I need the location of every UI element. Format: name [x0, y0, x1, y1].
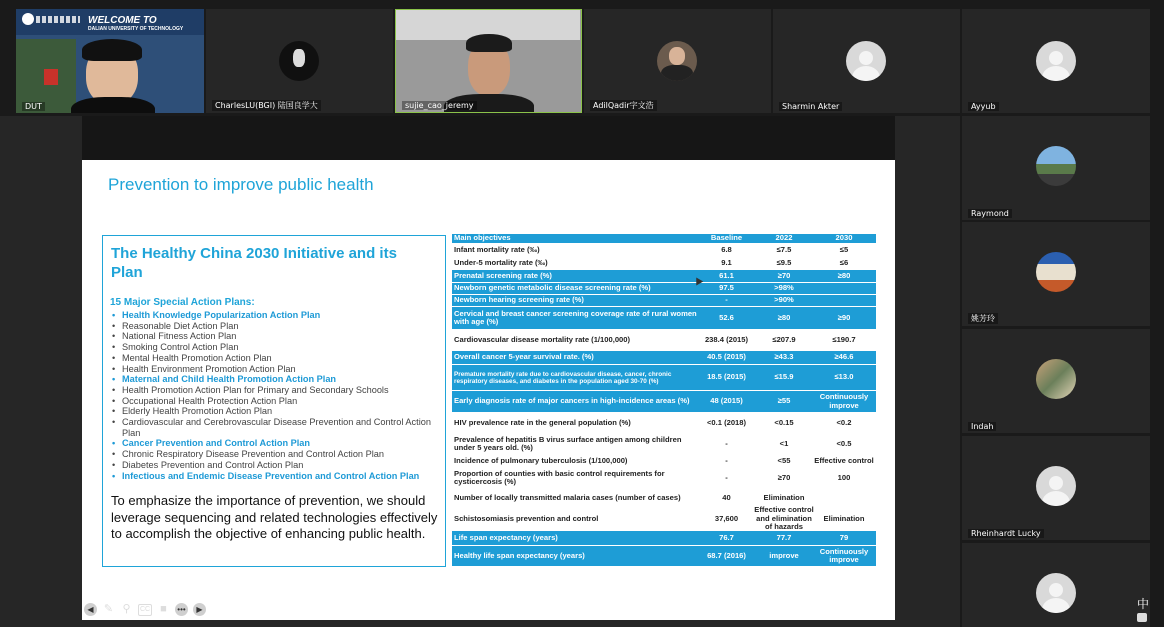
table-cell: <1: [779, 438, 789, 448]
video-tile-raymond[interactable]: [962, 116, 1150, 220]
table-cell: Premature mortality rate due to cardiovascular disease, cancer, chronic respiratory diseases, and diabetes in the population aged 30-70 (%): [454, 370, 672, 385]
table-cell: <0.5: [836, 438, 852, 448]
table-cell: ≥70: [777, 270, 791, 280]
table-cell: Continuously improve: [819, 392, 869, 410]
action-plan-item: • Health Promotion Action Plan for Primary and Secondary Schools: [107, 385, 439, 396]
table-cell: ≤13.0: [834, 372, 854, 382]
table-cell: ≥70: [777, 472, 791, 482]
table-row: [452, 413, 876, 433]
initiative-box: [102, 235, 446, 567]
table-cell: 97.5: [719, 283, 734, 293]
table-cell: Early diagnosis rate of major cancers in high-incidence areas (%): [454, 396, 690, 406]
video-tile-indah[interactable]: [962, 329, 1150, 433]
default-avatar: [846, 41, 886, 81]
action-plan-item: • Chronic Respiratory Disease Prevention and Control Action Plan: [107, 449, 439, 460]
table-cell: <0.2: [836, 417, 852, 427]
table-header-cell: Main objectives: [454, 233, 511, 243]
speaker-hair: [466, 34, 512, 52]
action-plan-item: • Health Knowledge Popularization Action Plan: [107, 310, 439, 321]
more-icon[interactable]: •••: [175, 603, 188, 616]
table-cell: ≤207.9: [772, 334, 796, 344]
table-row: [452, 391, 876, 412]
table-cell: 61.1: [719, 270, 734, 280]
table-cell: HIV prevalence rate in the general population (%): [454, 417, 631, 427]
table-cell: Newborn hearing screening rate (%): [454, 295, 584, 305]
forward-icon[interactable]: ▶: [193, 603, 206, 616]
video-tile-unnamed[interactable]: [962, 543, 1150, 627]
table-cell: 6.8: [721, 244, 732, 254]
participant-name: Raymond: [968, 209, 1012, 218]
table-cell: 238.4 (2015): [704, 334, 749, 344]
table-cell: Schistosomiasis prevention and control: [454, 513, 599, 523]
table-cell: Continuously improve: [819, 546, 869, 564]
table-row: [452, 307, 876, 329]
speaker-hair: [82, 39, 142, 61]
table-cell: Under-5 mortality rate (‰): [454, 257, 548, 267]
table-cell: Healthy life span expectancy (years): [454, 550, 585, 560]
table-cell: Proportion of counties with basic control requirements for cysticercosis (%): [454, 468, 665, 486]
table-header-row: [452, 234, 876, 243]
table-cell: ≥55: [777, 396, 791, 406]
table-cell: 40.5 (2015): [707, 352, 746, 362]
avatar: [1036, 359, 1076, 399]
table-cell: Infant mortality rate (‰): [454, 244, 540, 254]
video-tile-p8[interactable]: [962, 222, 1150, 326]
presentation-slide: [82, 160, 895, 620]
ime-indicator[interactable]: 中: [1137, 597, 1150, 611]
table-cell: Incidence of pulmonary tuberculosis (1/100,000): [454, 455, 628, 465]
participant-name: DUT: [22, 102, 45, 111]
video-tile-charles[interactable]: [206, 9, 393, 113]
video-tile-rheinhardt[interactable]: [962, 436, 1150, 540]
video-tile-dut[interactable]: [16, 9, 204, 113]
university-logo-text: [36, 16, 80, 23]
table-cell: -: [725, 438, 728, 448]
participant-name: CharlesLU(BGI) 陆国良学大: [212, 100, 321, 111]
presenter-dark-region: [82, 116, 895, 160]
table-cell: improve: [769, 550, 799, 560]
table-cell: 52.6: [719, 312, 734, 322]
table-cell: ≤15.9: [774, 372, 794, 382]
video-icon[interactable]: ■: [160, 603, 167, 615]
video-tile-ayyub[interactable]: [962, 9, 1150, 113]
default-avatar: [1036, 466, 1076, 506]
table-cell: Cervical and breast cancer screening coverage rate of rural women with age (%): [454, 308, 697, 326]
avatar: [1036, 146, 1076, 186]
table-header-cell: Baseline: [710, 233, 743, 243]
table-cell: -: [725, 472, 728, 482]
zoom-icon[interactable]: ⚲: [122, 603, 131, 615]
table-cell: 37,600: [714, 513, 739, 523]
action-plan-item: • Reasonable Diet Action Plan: [107, 321, 439, 332]
table-row: [452, 468, 876, 488]
table-cell: -: [725, 455, 728, 465]
table-cell: 68.7 (2016): [707, 550, 746, 560]
welcome-subtitle: DALIAN UNIVERSITY OF TECHNOLOGY: [88, 26, 184, 32]
table-row: [452, 546, 876, 566]
presentation-toolbar: [84, 603, 206, 616]
welcome-title: WELCOME TO: [88, 15, 157, 26]
table-cell: Overall cancer 5-year survival rate. (%): [454, 352, 594, 362]
table-cell: Newborn genetic metabolic disease screening rate (%): [454, 283, 651, 293]
table-cell: ≤190.7: [832, 334, 856, 344]
participant-name: Indah: [968, 422, 996, 431]
table-row: [452, 270, 876, 282]
table-cell: ≥90: [837, 312, 851, 322]
participant-name: Ayyub: [968, 102, 999, 111]
table-header-cell: 2022: [775, 233, 793, 243]
speaker-body: [71, 97, 155, 113]
table-cell: Cardiovascular disease mortality rate (1/100,000): [454, 334, 631, 344]
emphasis-text: To emphasize the importance of prevention, we should leverage sequencing and related technologies effectively to accomplish the objective of enhancing public health.: [111, 493, 438, 541]
table-row: [452, 330, 876, 350]
table-cell: ≤5: [839, 244, 849, 254]
table-row: [452, 531, 876, 545]
participant-name: sujie_cao_jeremy: [402, 101, 477, 110]
plans-heading: 15 Major Special Action Plans:: [110, 297, 255, 308]
table-cell: <55: [777, 455, 791, 465]
participant-name: Sharmin Akter: [779, 102, 842, 111]
shirt-icon[interactable]: [1137, 613, 1147, 622]
default-avatar: [1036, 41, 1076, 81]
dut-background: [16, 9, 204, 113]
pen-icon[interactable]: ✎: [103, 603, 114, 615]
table-cell: <0.1 (2018): [706, 417, 747, 427]
action-plan-item: • National Fitness Action Plan: [107, 331, 439, 342]
table-cell: >98%: [774, 283, 794, 293]
table-cell: 77.7: [776, 532, 792, 542]
action-plan-item: • Smoking Control Action Plan: [107, 342, 439, 353]
table-cell: 9.1: [721, 257, 732, 267]
table-cell: 48 (2015): [710, 396, 743, 406]
table-cell: ≤7.5: [776, 244, 792, 254]
table-cell: Life span expectancy (years): [454, 532, 558, 542]
avatar: [279, 41, 319, 81]
table-row: [452, 257, 876, 269]
table-cell: Effective control and elimination of hazards: [754, 505, 814, 532]
table-cell: [814, 489, 874, 507]
action-plan-item: • Elderly Health Promotion Action Plan: [107, 406, 439, 417]
red-emblem: [44, 69, 58, 85]
avatar: [1036, 252, 1076, 292]
participant-name: AdilQadir字文浩: [590, 100, 657, 111]
table-cell: Effective control: [814, 455, 874, 465]
table-header-cell: 2030: [835, 233, 853, 243]
participant-name: 姚芳玲: [968, 313, 998, 324]
back-icon[interactable]: ◀: [84, 603, 97, 616]
table-cell: [814, 283, 874, 294]
initiative-heading: The Healthy China 2030 Initiative and its Plan: [111, 245, 397, 281]
table-cell: 18.5 (2015): [707, 372, 746, 382]
table-row: [452, 434, 876, 454]
action-plan-item: • Mental Health Promotion Action Plan: [107, 353, 439, 364]
table-cell: ≥80: [837, 270, 851, 280]
slide-title: Prevention to improve public health: [108, 175, 374, 194]
table-row: [452, 295, 876, 306]
table-cell: >90%: [774, 295, 794, 305]
avatar: [657, 41, 697, 81]
action-plan-item: • Cardiovascular and Cerebrovascular Disease Prevention and Control Action Plan: [107, 417, 439, 438]
action-plan-item: • Diabetes Prevention and Control Action Plan: [107, 460, 439, 471]
participant-name: Rheinhardt Lucky: [968, 529, 1044, 538]
action-plan-item: • Infectious and Endemic Disease Prevention and Control Action Plan: [107, 471, 439, 482]
default-avatar: [1036, 573, 1076, 613]
action-plan-item: • Occupational Health Protection Action Plan: [107, 396, 439, 407]
table-cell: Elimination: [823, 513, 865, 523]
table-cell: ≤6: [839, 257, 849, 267]
table-row: [452, 365, 876, 390]
video-tile-sharmin[interactable]: [773, 9, 960, 113]
table-cell: ≥80: [777, 312, 791, 322]
table-cell: [814, 295, 874, 306]
table-cell: Prenatal screening rate (%): [454, 270, 552, 280]
table-cell: <0.15: [774, 417, 794, 427]
table-cell: Number of locally transmitted malaria cases (number of cases): [454, 492, 681, 502]
action-plan-item: • Cancer Prevention and Control Action Plan: [107, 438, 439, 449]
table-cell: 40: [722, 492, 731, 502]
table-cell: Prevalence of hepatitis B virus surface antigen among children under 5 years old. (%): [454, 434, 682, 452]
video-tile-jeremy[interactable]: [395, 9, 582, 113]
table-row: [452, 455, 876, 467]
table-cell: ≤9.5: [776, 257, 792, 267]
table-cell: Elimination: [763, 492, 805, 502]
table-row: [452, 244, 876, 256]
action-plan-item: • Health Environment Promotion Action Plan: [107, 364, 439, 375]
table-cell: 76.7: [719, 532, 734, 542]
action-plan-item: • Maternal and Child Health Promotion Action Plan: [107, 374, 439, 385]
video-tile-adil[interactable]: [584, 9, 771, 113]
university-logo: [22, 13, 34, 25]
table-cell: ≥46.6: [834, 352, 854, 362]
table-cell: 100: [837, 472, 851, 482]
table-cell: ≥43.3: [774, 352, 794, 362]
table-cell: 79: [839, 532, 849, 542]
table-row: [452, 505, 876, 532]
table-cell: -: [725, 295, 728, 305]
table-row: [452, 351, 876, 364]
captions-icon[interactable]: CC: [138, 604, 152, 616]
action-plan-list: [107, 310, 439, 481]
table-row: [452, 283, 876, 294]
